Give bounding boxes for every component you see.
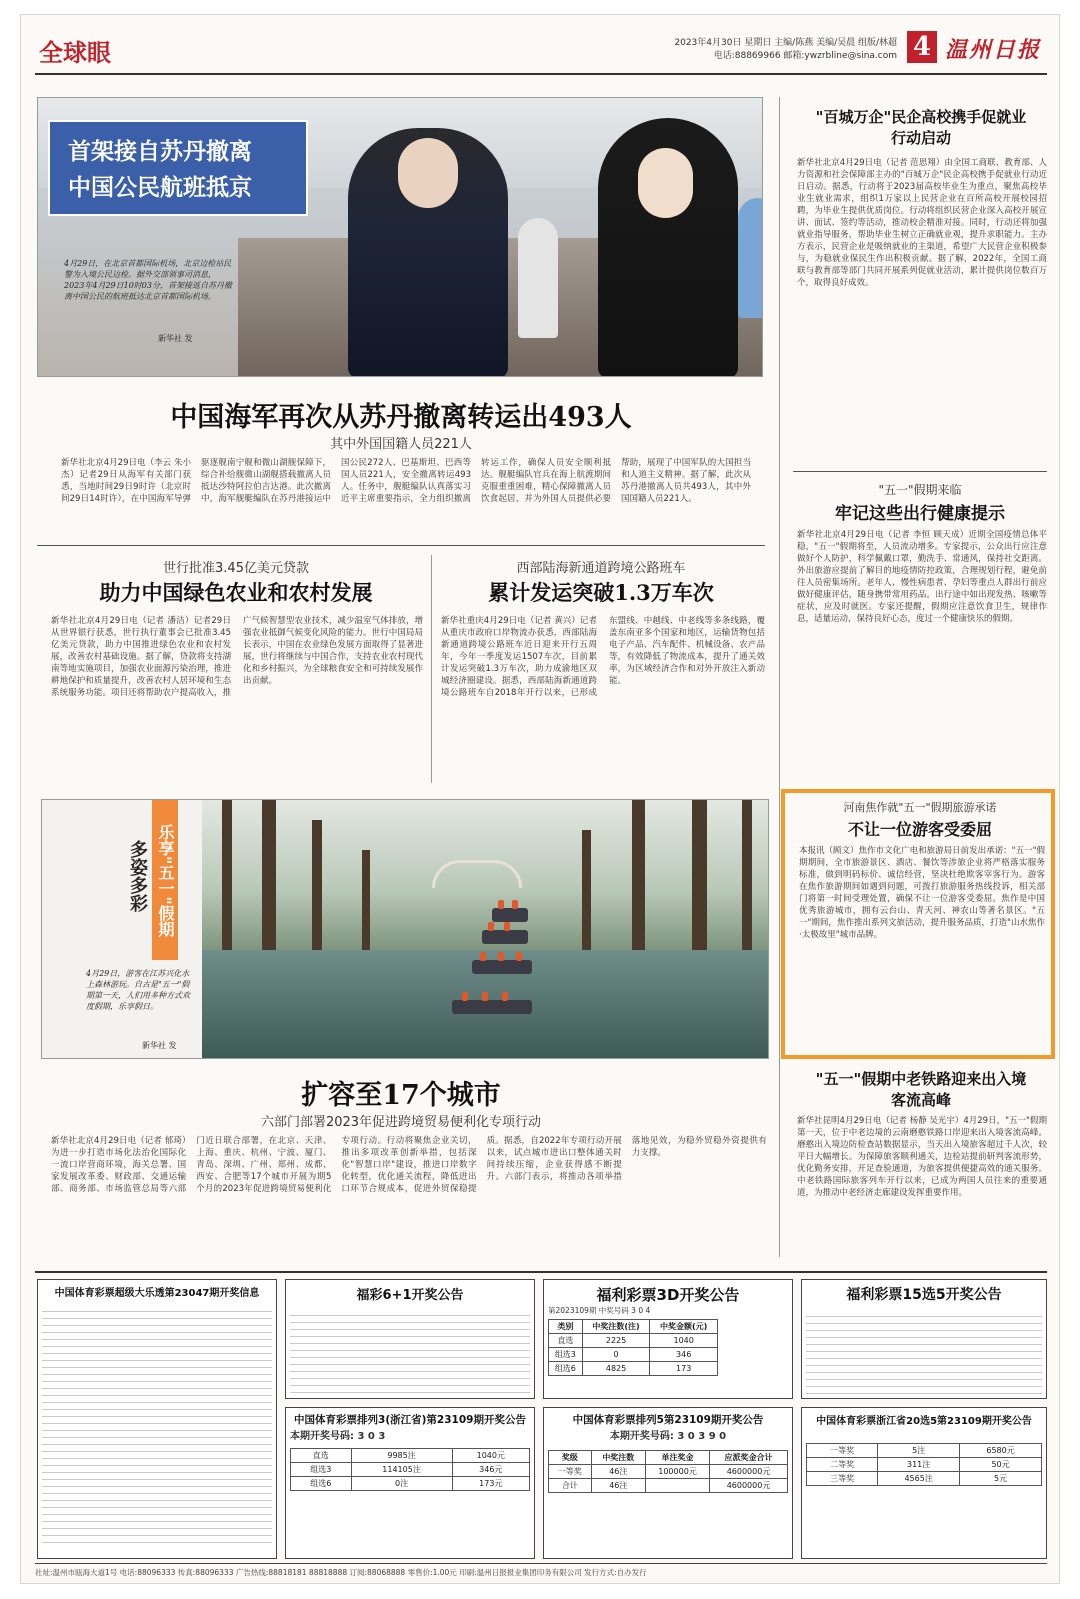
divider: [35, 1271, 1047, 1273]
lake-photo: [202, 800, 769, 1059]
expand-subhead: 六部门部署2023年促进跨境贸易便利化专项行动: [260, 1115, 542, 1130]
table-row: [807, 1444, 1042, 1458]
fc15-title: 福利彩票15选5开奖公告: [846, 1287, 1002, 1303]
table-cell: 三等奖: [807, 1472, 878, 1486]
table-cell: 50元: [960, 1458, 1042, 1472]
table-row: [549, 1479, 788, 1493]
table-cell: 一等奖: [549, 1465, 592, 1479]
table-cell: 4600000元: [710, 1465, 788, 1479]
lead-title-box: [48, 120, 308, 216]
table-cell: 1040: [650, 1334, 718, 1348]
newspaper-page: [20, 14, 1060, 1584]
masthead-logo: 温州日报: [944, 37, 1041, 63]
lead-credit: 新华社 发: [158, 334, 193, 343]
date-line: 2023年4月30日 星期日 主编/陈燕 美编/吴晨 组版/林超: [674, 38, 897, 48]
lake-photo-block: [41, 799, 769, 1059]
lottery-fc15: [801, 1279, 1047, 1399]
navy-headline: 中国海军再次从苏丹撤离转运出493人: [170, 402, 632, 433]
table-cell: 4565注: [878, 1472, 960, 1486]
table-row: [291, 1463, 530, 1477]
table-cell: 组选3: [549, 1348, 583, 1362]
holiday-banner: 乐享"五一"假期: [152, 800, 178, 960]
table-cell: 114105注: [351, 1463, 452, 1477]
pl5-table: [548, 1450, 788, 1493]
pl5-title: 中国体育彩票排列5第23109期开奖公告: [572, 1414, 764, 1426]
pl5-header: 奖级: [549, 1451, 592, 1465]
table-cell: 9985注: [351, 1449, 452, 1463]
table-cell: 5元: [960, 1472, 1042, 1486]
header-info: [674, 37, 897, 63]
table-cell: 1040元: [452, 1449, 529, 1463]
henan-kicker: 河南焦作就"五一"假期旅游承诺: [843, 801, 997, 814]
lottery-zj20: [801, 1407, 1047, 1559]
table-cell: 二等奖: [807, 1458, 878, 1472]
photo-passenger: [598, 118, 738, 377]
table-cell: 5注: [878, 1444, 960, 1458]
lead-caption: 4月29日，在北京首都国际机场，北京边检站民警为入境公民边检。据外交部领事司消息，2023年4月29日10时03分，首架接返自苏丹撤离中国公民的航班抵达北京首都国际机场。: [64, 259, 232, 301]
employment-text: 新华社北京4月29日电（记者 范思翔）由全国工商联、教育部、人力资源和社会保障部主办的"百城万企"民企高校携手促就业行动近日启动。据悉，行动将于2023届高校毕业生为重点，聚焦高校毕业生就业需求，组织1万家以上民营企业在百所高校开展校园招聘，为毕业生提供优质岗位。行动将组织民营企业深入高校开展宣讲、面试、签约等活动，推动校企精准对接。同时，行动还将加强就业指导服务，帮助毕业生树立正确就业观，提升求职能力。主办方表示，民营企业是吸纳就业的主渠道，希望广大民营企业积极参与，为稳就业保民生作出积极贡献。据了解，2022年，全国工商联与教育部等部门共同开展系列促就业活动，累计提供岗位数百万个，取得良好成效。: [797, 158, 1047, 288]
table-cell: 直选: [549, 1334, 583, 1348]
table-row: [291, 1477, 530, 1491]
table-cell: 4600000元: [710, 1479, 788, 1493]
table-cell: 100000元: [646, 1465, 710, 1479]
trade-headline: 累计发运突破1.3万车次: [488, 580, 714, 605]
table-cell: 组选3: [291, 1463, 352, 1477]
lake-credit: 新华社 发: [142, 1041, 177, 1050]
photo-officer: [348, 128, 508, 377]
section-name: 全球眼: [39, 39, 111, 67]
table-cell: 311注: [878, 1458, 960, 1472]
table-row: [807, 1472, 1042, 1486]
lottery-pl3: [285, 1407, 535, 1559]
table-cell: 0: [582, 1348, 650, 1362]
fc3d-table: [548, 1319, 718, 1376]
dlt-table: [42, 1305, 272, 1545]
fc61-table: [290, 1309, 530, 1397]
pl5-header: 中奖注数: [591, 1451, 645, 1465]
pl3-table: [290, 1448, 530, 1491]
navy-text: 新华社北京4月29日电（李云 朱小杰）记者29日从海军有关部门获悉，当地时间29日9时许（北京时间29日14时许），在中国海军导弹驱逐舰南宁舰和微山湖舰保障下，综合补给舰微山湖舰搭载撤离人员抵达沙特阿拉伯吉达港。此次撤离中，海军舰艇编队在苏丹港接运中国公民272人、巴基斯坦、巴西等国人员221人，安全撤离转运493人。任务中，舰艇编队认真落实习近平主席重要指示，全力组织撤离转运工作，确保人员安全顺利抵达。舰艇编队官兵在海上航渡期间克服重重困难，精心保障撤离人员饮食起居，并为外国人员提供必要帮助，展现了中国军队的大国担当和人道主义精神。据了解，此次从苏丹港撤离人员共493人，其中外国国籍人员221人。: [61, 458, 751, 504]
table-cell: 0注: [351, 1477, 452, 1491]
table-cell: 173: [650, 1362, 718, 1376]
fc3d-header: 中奖注数(注): [582, 1320, 650, 1334]
lake-title: 多姿多彩: [127, 840, 148, 912]
table-cell: 组选6: [549, 1362, 583, 1376]
trade-kicker: 西部陆海新通道跨境公路班车: [516, 561, 686, 576]
wb-kicker: 世行批准3.45亿美元贷款: [163, 561, 309, 576]
photo-boat: [452, 1000, 532, 1014]
health-text: 新华社北京4月29日电（记者 李恒 顾天成）近期全国疫情总体平稳，"五一"假期将至，人员流动增多。专家提示，公众出行应注意做好个人防护，科学佩戴口罩，勤洗手、常通风，保持社交距离。外出旅游应提前了解目的地疫情防控政策，合理规划行程，避免前往人员密集场所。老年人、慢性病患者、孕妇等重点人群出行前应做好健康评估，随身携带常用药品。出行途中如出现发热、咳嗽等症状，应及时就医。专家还提醒，假期应注意饮食卫生，规律作息，适量运动，保持良好心态，度过一个健康快乐的假期。: [797, 530, 1047, 624]
divider: [431, 555, 432, 783]
table-row: [549, 1362, 718, 1376]
lake-caption: 4月29日，游客在江苏兴化水上森林游玩。自古是"五一"假期第一天，人们用多种方式欢度假期，乐享假日。: [86, 969, 190, 1011]
trade-text: 新华社重庆4月29日电（记者 黄兴）记者从重庆市政府口岸物流办获悉，西部陆海新通道跨境公路班车近日迎来开行五周年，今年一季度发运1507车次，目前累计发运突破1.3万车次，助力成渝地区双城经济圈建设。据悉，西部陆海新通道跨境公路班车自2018年开行以来，已形成东盟线、中越线、中老线等多条线路，覆盖东南亚多个国家和地区，运输货物包括电子产品、汽车配件、机械设备、农产品等，有效降低了物流成本，提升了通关效率，为区域经济合作和对外开放注入新动能。: [441, 616, 765, 698]
table-row: [549, 1348, 718, 1362]
table-cell: [646, 1479, 710, 1493]
fc15-table: [806, 1310, 1042, 1396]
photo-boat: [472, 960, 532, 974]
table-cell: 合计: [549, 1479, 592, 1493]
table-row: [549, 1334, 718, 1348]
pl5-header: 单注奖金: [646, 1451, 710, 1465]
table-cell: 6580元: [960, 1444, 1042, 1458]
fc3d-title: 福利彩票3D开奖公告: [596, 1286, 740, 1304]
expand-headline: 扩容至17个城市: [301, 1080, 501, 1111]
fc3d-period: 第2023109期 中奖号码 3 0 4: [548, 1306, 651, 1315]
lottery-dlt: [37, 1279, 277, 1559]
table-cell: 组选6: [291, 1477, 352, 1491]
divider: [37, 545, 765, 546]
zj20-table: [806, 1443, 1042, 1486]
rail-headline: "五一"假期中老铁路迎来出入境客流高峰: [815, 1070, 1027, 1109]
table-cell: 一等奖: [807, 1444, 878, 1458]
health-headline: 牢记这些出行健康提示: [835, 504, 1005, 524]
pl3-number: 本期开奖号码: 3 0 3: [290, 1431, 386, 1442]
table-cell: 346元: [452, 1463, 529, 1477]
page-header: [35, 23, 1047, 75]
fc3d-header: 中奖金额(元): [650, 1320, 718, 1334]
expand-text: 新华社北京4月29日电（记者 郁琦）为进一步打造市场化法治化国际化一流口岸营商环境，海关总署、国家发展改革委、财政部、交通运输部、商务部、市场监管总局等六部门近日联合部署，在北京、天津、上海、重庆、杭州、宁波、厦门、青岛、深圳、广州、郑州、成都、西安、合肥等17个城市开展为期5个月的2023年促进跨境贸易便利化专项行动。行动将聚焦企业关切，推出多项改革创新举措，包括深化"智慧口岸"建设，推进口岸数字化转型，优化通关流程，降低进出口环节合规成本，促进外贸保稳提质。据悉，自2022年专项行动开展以来，试点城市进出口整体通关时间持续压缩，企业获得感不断提升。六部门表示，将推动各项举措落地见效，为稳外贸稳外资提供有力支撑。: [51, 1136, 767, 1194]
rail-text: 新华社昆明4月29日电（记者 杨静 吴光宇）4月29日，"五一"假期第一天，位于中老边境的云南磨憨铁路口岸迎来出入境客流高峰。磨憨出入境边防检查站数据显示，当天出入境旅客超过千人次，较平日大幅增长。为保障旅客顺利通关，边检站提前研判客流形势，优化勤务安排，开足查验通道，为旅客提供便捷高效的通关服务。中老铁路国际旅客列车开行以来，已成为两国人员往来的重要通道，为推动中老经济走廊建设发挥重要作用。: [797, 1116, 1047, 1198]
lottery-pl5: [543, 1407, 793, 1559]
table-cell: 46注: [591, 1479, 645, 1493]
divider: [793, 471, 1047, 472]
henan-headline: 不让一位游客受委屈: [847, 820, 992, 839]
employment-headline: "百城万企"民企高校携手促就业行动启动: [815, 108, 1027, 147]
pl3-title: 中国体育彩票排列3(浙江省)第23109期开奖公告: [294, 1414, 526, 1426]
photo-bridge: [432, 860, 522, 888]
wb-text: 新华社北京4月29日电（记者 潘洁）记者29日从世界银行获悉，世行执行董事会已批准3.45亿美元贷款，助力中国推进绿色农业和农村发展，改善农村基础设施。据了解，贷款将支持湖南等地实施项目，加强农业面源污染治理，推进耕地保护和质量提升，改善农村人居环境和生态系统服务功能。项目还将帮助农户提高收入，推广气候智慧型农业技术，减少温室气体排放，增强农业抵御气候变化风险的能力。世行中国局局长表示，中国在农业绿色发展方面取得了显著进展，世行将继续与中国合作，支持农业农村现代化和乡村振兴，为全球粮食安全和可持续发展作出贡献。: [51, 616, 423, 698]
wb-headline: 助力中国绿色农业和农村发展: [99, 580, 373, 605]
table-cell: 346: [650, 1348, 718, 1362]
photo-bg-person: [738, 198, 763, 318]
photo-boat: [482, 930, 528, 944]
table-cell: 173元: [452, 1477, 529, 1491]
navy-subhead: 其中外国国籍人员221人: [330, 437, 472, 452]
photo-bg-person: [518, 218, 558, 338]
pl5-number: 本期开奖号码: 3 0 3 9 0: [609, 1431, 727, 1442]
table-cell: 4825: [582, 1362, 650, 1376]
photo-boat: [492, 908, 528, 922]
dlt-title: 中国体育彩票超级大乐透第23047期开奖信息: [54, 1288, 260, 1299]
health-kicker: "五一"假期来临: [878, 483, 962, 497]
table-cell: 直选: [291, 1449, 352, 1463]
lottery-fc3d: [543, 1279, 793, 1399]
fc61-title: 福彩6+1开奖公告: [356, 1288, 464, 1303]
divider: [779, 97, 780, 1257]
table-row: [549, 1465, 788, 1479]
table-row: [291, 1449, 530, 1463]
page-number: 4: [907, 31, 937, 63]
pl5-header: 应派奖金合计: [710, 1451, 788, 1465]
contact-line: 电话:88869966 邮箱:ywzrbline@sina.com: [713, 51, 897, 61]
lottery-fc61: [285, 1279, 535, 1399]
table-cell: 2225: [582, 1334, 650, 1348]
lead-title-line1: 首架接自苏丹撤离: [68, 139, 252, 165]
zj20-title: 中国体育彩票浙江省20选5第23109期开奖公告: [816, 1416, 1032, 1427]
table-row: [807, 1458, 1042, 1472]
lead-title-line2: 中国公民航班抵京: [68, 175, 252, 201]
fc3d-header: 类别: [549, 1320, 583, 1334]
henan-text: 本报讯（顾文）焦作市文化广电和旅游局日前发出承诺："五一"假期期间，全市旅游景区、酒店、餐饮等涉旅企业将严格落实服务标准，做到明码标价、诚信经营，坚决杜绝欺客宰客行为。游客在焦作旅游期间如遇到问题，可拨打旅游服务热线投诉，相关部门将第一时间受理处置，确保不让一位游客受委屈。焦作是中国优秀旅游城市，拥有云台山、青天河、神农山等著名景区。"五一"期间，焦作推出系列文旅活动，提升服务品质，打造"山水焦作·太极故里"城市品牌。: [799, 846, 1045, 940]
page-footer: 社址:温州市瓯海大道1号 电话:88096333 传真:88096333 广告热线:88818181 88818888 订阅:88068888 零售价:1.00元 印刷:温州日报报业集团印务有限公司 发行方式:自办发行: [35, 1563, 1047, 1578]
table-cell: 46注: [591, 1465, 645, 1479]
lead-photo: [37, 97, 763, 377]
